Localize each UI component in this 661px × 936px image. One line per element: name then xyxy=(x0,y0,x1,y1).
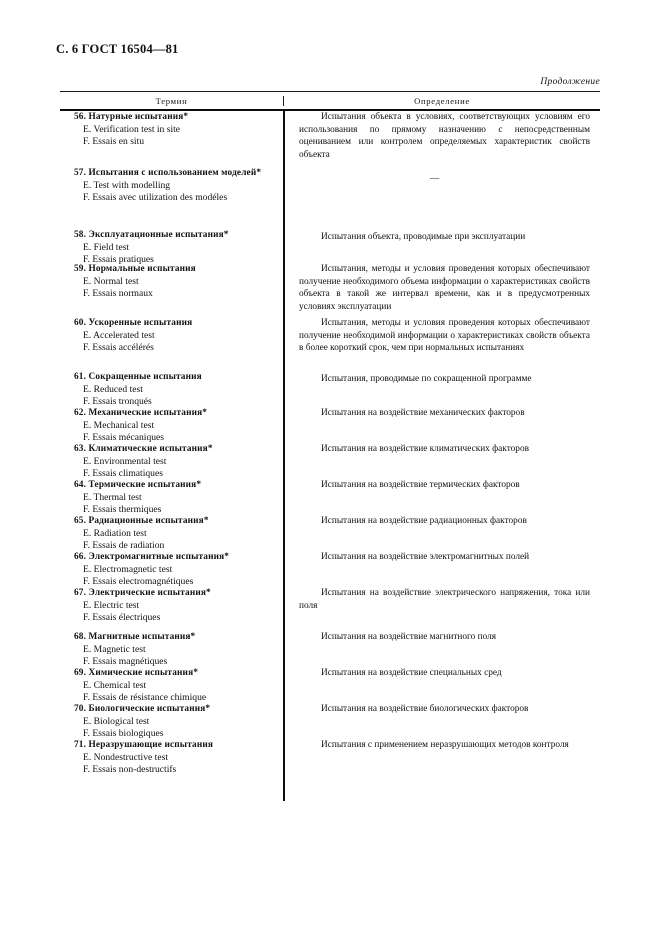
term-french: F. Essais electromagnétiques xyxy=(83,576,194,588)
term-title: 63. Климатические испытания* xyxy=(74,444,213,454)
term-french: F. Essais avec utilization des modéles xyxy=(83,192,228,204)
terms-table xyxy=(60,91,600,801)
term-english: E. Radiation test xyxy=(83,527,147,539)
term-entry xyxy=(60,407,283,445)
term-english: E. Nondestructive test xyxy=(83,751,168,763)
term-title: 57. Испытания с использованием моделей* xyxy=(74,168,262,178)
term-french: F. Essais pratiques xyxy=(83,254,154,266)
term-entry xyxy=(60,167,283,205)
term-entry xyxy=(60,551,283,589)
term-entry xyxy=(60,443,283,481)
term-entry xyxy=(60,515,283,553)
definition-text: Испытания на воздействие магнитного поля xyxy=(321,632,497,642)
term-title: 69. Химические испытания* xyxy=(74,668,199,678)
term-english: E. Reduced test xyxy=(83,383,143,395)
term-french: F. Essais de résistance chimique xyxy=(83,692,207,704)
table-body xyxy=(60,111,600,801)
term-french: F. Essais normaux xyxy=(83,288,153,300)
term-title: 60. Ускоренные испытания xyxy=(74,318,193,328)
term-english: E. Verification test in site xyxy=(83,123,181,135)
term-entry xyxy=(60,111,283,149)
term-entry xyxy=(60,703,283,741)
term-english: E. Electromagnetic test xyxy=(83,563,173,575)
term-english: E. Environmental test xyxy=(83,455,167,467)
term-french: F. Essais magnétiques xyxy=(83,656,168,668)
definition-text: Испытания, методы и условия проведения которых обеспечивают получение необходимой информации о характеристиках свойств объекта в более короткий срок, чем при нормальных испытаниях xyxy=(299,318,590,354)
definition-text: Испытания на воздействие специальных сред xyxy=(321,668,502,678)
term-entry xyxy=(60,479,283,517)
term-french: F. Essais tronqués xyxy=(83,396,152,408)
term-entry xyxy=(60,317,283,355)
definition-text: Испытания, проводимые по сокращенной программе xyxy=(321,374,532,384)
term-french: F. Essais non-destructifs xyxy=(83,764,177,776)
term-english: E. Thermal test xyxy=(83,491,142,503)
term-french: F. Essais climatiques xyxy=(83,468,163,480)
column-header-term: Термин xyxy=(155,95,188,106)
term-title: 68. Магнитные испытания* xyxy=(74,632,196,642)
term-entry xyxy=(60,229,283,267)
definition-text: Испытания на воздействие климатических факторов xyxy=(321,444,529,454)
term-title: 56. Натурные испытания* xyxy=(74,112,189,122)
definition-text: Испытания на воздействие радиационных факторов xyxy=(321,516,527,526)
term-french: F. Essais de radiation xyxy=(83,540,165,552)
term-title: 58. Эксплуатационные испытания* xyxy=(74,230,229,240)
term-title: 70. Биологические испытания* xyxy=(74,704,211,714)
running-head: С. 6 ГОСТ 16504—81 xyxy=(56,42,179,56)
definition-text: Испытания на воздействие механических факторов xyxy=(321,408,525,418)
term-french: F. Essais en situ xyxy=(83,136,145,148)
term-english: E. Biological test xyxy=(83,715,150,727)
term-english: E. Normal test xyxy=(83,275,139,287)
definition-text: Испытания на воздействие электрического напряжения, тока или поля xyxy=(299,588,590,611)
term-english: E. Field test xyxy=(83,241,130,253)
term-english: E. Electric test xyxy=(83,599,140,611)
term-title: 71. Неразрушающие испытания xyxy=(74,740,214,750)
term-title: 64. Термические испытания* xyxy=(74,480,202,490)
term-entry xyxy=(60,587,283,625)
term-english: E. Mechanical test xyxy=(83,419,155,431)
definition-column xyxy=(283,111,600,801)
term-french: F. Essais mécaniques xyxy=(83,432,165,444)
definition-text: Испытания объекта, проводимые при эксплуатации xyxy=(321,232,526,242)
term-title: 61. Сокращенные испытания xyxy=(74,372,202,382)
term-french: F. Essais accélérés xyxy=(83,342,154,354)
term-title: 59. Нормальные испытания xyxy=(74,264,196,274)
definition-text: Испытания на воздействие термических факторов xyxy=(321,480,520,490)
term-english: E. Test with modelling xyxy=(83,179,171,191)
term-title: 65. Радиационные испытания* xyxy=(74,516,209,526)
term-french: F. Essais biologiques xyxy=(83,728,164,740)
term-entry xyxy=(60,263,283,301)
term-french: F. Essais thermiques xyxy=(83,504,162,516)
definition-text: Испытания, методы и условия проведения которых обеспечивают получение необходимого объема информации о характеристиках свойств объекта в такой же интервал времени, как и в предусмотренных условиях эксплуатации xyxy=(299,264,590,312)
definition-text: Испытания на воздействие электромагнитных полей xyxy=(321,552,530,562)
definition-text: Испытания на воздействие биологических факторов xyxy=(321,704,529,714)
term-english: E. Chemical test xyxy=(83,679,147,691)
column-header-definition: Определение xyxy=(283,96,600,106)
table-header-row xyxy=(60,92,600,109)
term-column xyxy=(60,111,283,801)
term-english: E. Accelerated test xyxy=(83,329,155,341)
term-entry xyxy=(60,631,283,669)
term-title: 67. Электрические испытания* xyxy=(74,588,211,598)
term-entry xyxy=(60,371,283,409)
definition-text: Испытания с применением неразрушающих методов контроля xyxy=(321,740,569,750)
term-title: 66. Электромагнитные испытания* xyxy=(74,552,230,562)
definition-text: — xyxy=(429,174,440,184)
continuation-label: Продолжение xyxy=(540,77,600,87)
term-english: E. Magnetic test xyxy=(83,643,146,655)
term-entry xyxy=(60,667,283,705)
term-title: 62. Механические испытания* xyxy=(74,408,208,418)
definition-text: Испытания объекта в условиях, соответствующих условиям его использования по прямому назначению с непосредственным оцениванием или контролем определяемых характеристик свойств объекта xyxy=(299,112,590,160)
term-french: F. Essais électriques xyxy=(83,612,161,624)
term-entry xyxy=(60,739,283,777)
